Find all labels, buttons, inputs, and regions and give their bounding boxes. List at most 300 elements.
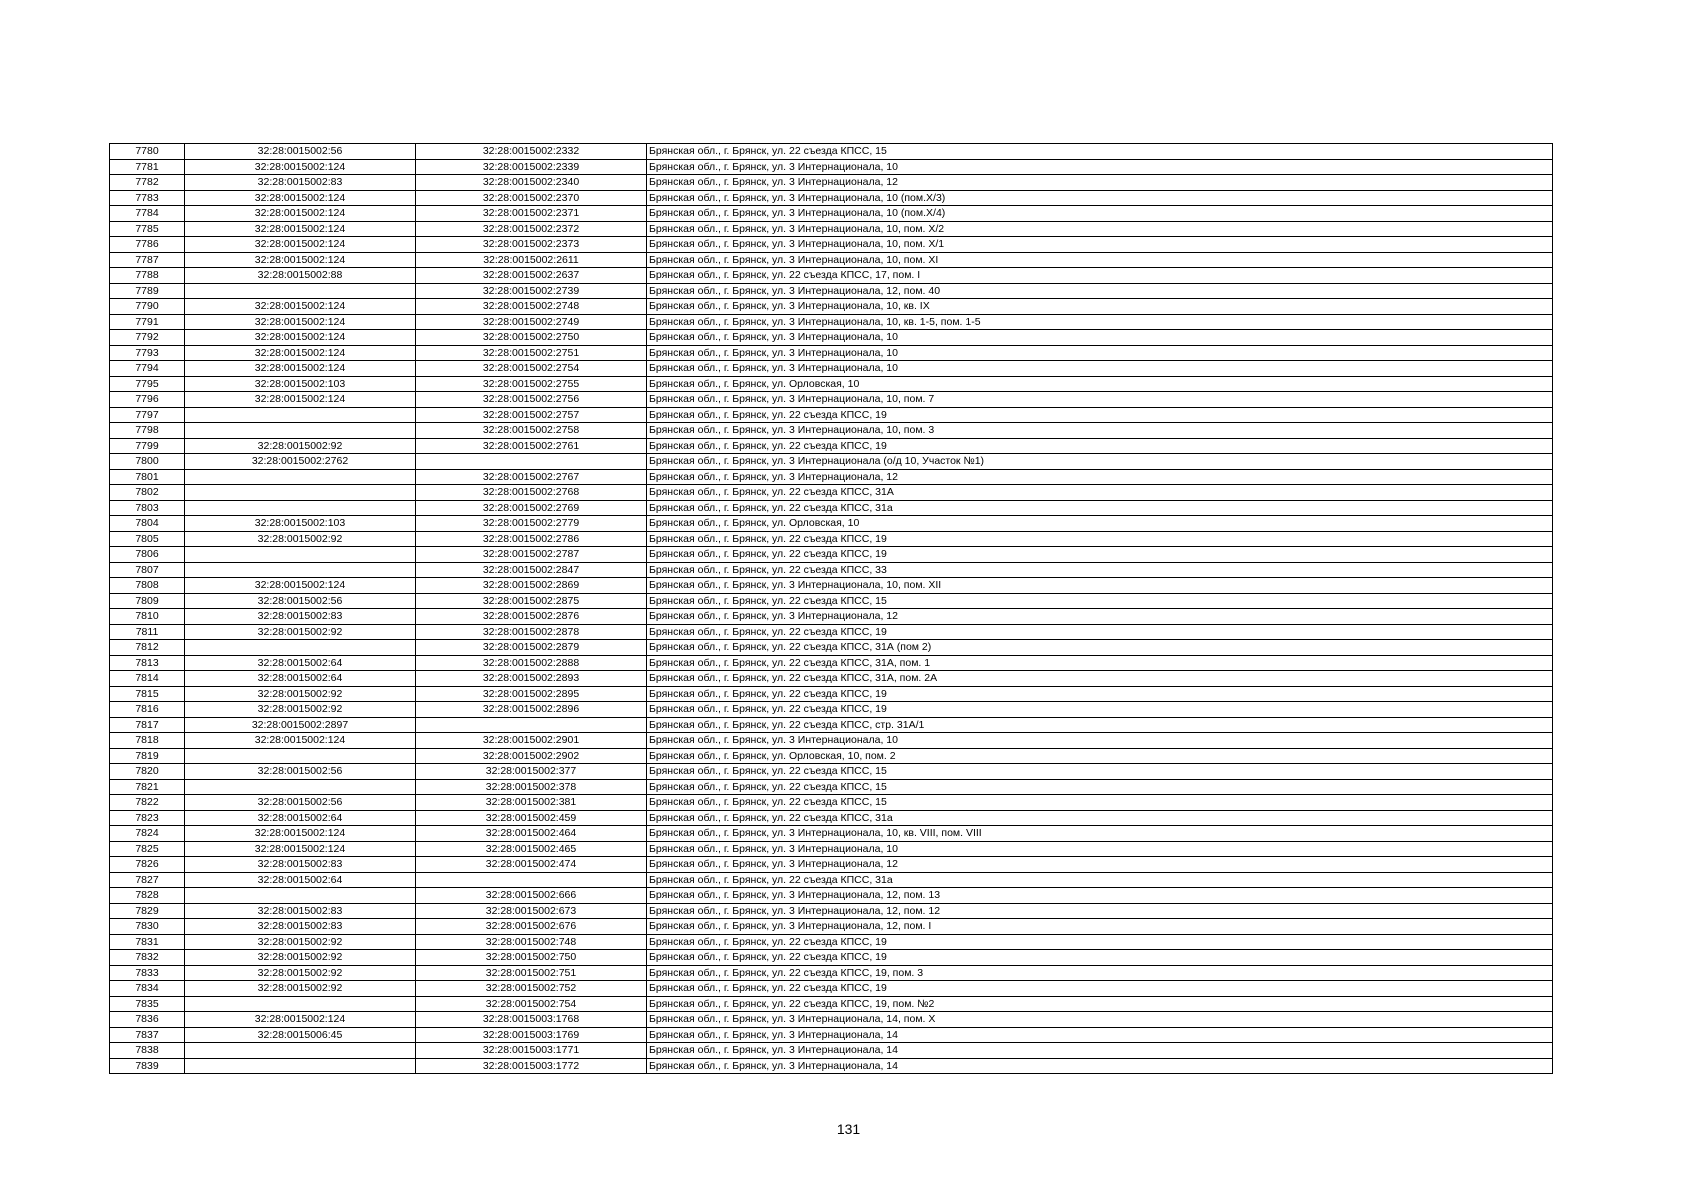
parent-cadastral-number-cell: 32:28:0015002:83	[185, 609, 416, 625]
parent-cadastral-number-cell: 32:28:0015002:56	[185, 764, 416, 780]
row-number-cell: 7783	[110, 190, 185, 206]
row-number-cell: 7781	[110, 159, 185, 175]
row-number-cell: 7784	[110, 206, 185, 222]
cadastral-number-cell: 32:28:0015002:676	[416, 919, 647, 935]
row-number-cell: 7823	[110, 810, 185, 826]
address-cell: Брянская обл., г. Брянск, ул. 22 съезда КПСС, 19	[647, 950, 1553, 966]
cadastral-number-cell: 32:28:0015002:2755	[416, 376, 647, 392]
cadastral-number-cell: 32:28:0015002:2879	[416, 640, 647, 656]
parent-cadastral-number-cell	[185, 423, 416, 439]
address-cell: Брянская обл., г. Брянск, ул. 22 съезда КПСС, 19	[647, 547, 1553, 563]
row-number-cell: 7837	[110, 1027, 185, 1043]
row-number-cell: 7839	[110, 1058, 185, 1074]
address-cell: Брянская обл., г. Брянск, ул. 3 Интернационала, 14	[647, 1043, 1553, 1059]
cadastral-number-cell: 32:28:0015002:378	[416, 779, 647, 795]
table-row	[110, 423, 1553, 439]
row-number-cell: 7808	[110, 578, 185, 594]
cadastral-number-cell: 32:28:0015002:2637	[416, 268, 647, 284]
row-number-cell: 7815	[110, 686, 185, 702]
cadastral-number-cell: 32:28:0015002:2757	[416, 407, 647, 423]
table-row	[110, 562, 1553, 578]
parent-cadastral-number-cell: 32:28:0015002:124	[185, 1012, 416, 1028]
row-number-cell: 7832	[110, 950, 185, 966]
cadastral-number-cell: 32:28:0015002:2869	[416, 578, 647, 594]
cadastral-number-cell: 32:28:0015002:2902	[416, 748, 647, 764]
address-cell: Брянская обл., г. Брянск, ул. 22 съезда КПСС, 17, пом. I	[647, 268, 1553, 284]
cadastral-number-cell: 32:28:0015002:2768	[416, 485, 647, 501]
parent-cadastral-number-cell: 32:28:0015002:124	[185, 190, 416, 206]
cadastral-number-cell: 32:28:0015002:2750	[416, 330, 647, 346]
cadastral-number-cell: 32:28:0015002:465	[416, 841, 647, 857]
address-cell: Брянская обл., г. Брянск, ул. 22 съезда КПСС, 15	[647, 764, 1553, 780]
cadastral-number-cell: 32:28:0015002:2896	[416, 702, 647, 718]
parent-cadastral-number-cell	[185, 562, 416, 578]
address-cell: Брянская обл., г. Брянск, ул. 22 съезда КПСС, 19	[647, 934, 1553, 950]
cadastral-number-cell: 32:28:0015002:2370	[416, 190, 647, 206]
address-cell: Брянская обл., г. Брянск, ул. 3 Интернационала, 10, кв. VIII, пом. VIII	[647, 826, 1553, 842]
parent-cadastral-number-cell: 32:28:0015002:92	[185, 981, 416, 997]
address-cell: Брянская обл., г. Брянск, ул. Орловская, 10, пом. 2	[647, 748, 1553, 764]
table-row	[110, 779, 1553, 795]
address-cell: Брянская обл., г. Брянск, ул. 22 съезда КПСС, 19	[647, 702, 1553, 718]
table-row	[110, 717, 1553, 733]
table-row	[110, 252, 1553, 268]
cadastral-number-cell: 32:28:0015002:2878	[416, 624, 647, 640]
table-row	[110, 934, 1553, 950]
cadastral-number-cell: 32:28:0015002:381	[416, 795, 647, 811]
cadastral-number-cell: 32:28:0015002:673	[416, 903, 647, 919]
cadastral-number-cell: 32:28:0015002:474	[416, 857, 647, 873]
address-cell: Брянская обл., г. Брянск, ул. 22 съезда КПСС, 31А (пом 2)	[647, 640, 1553, 656]
cadastral-number-cell: 32:28:0015002:2767	[416, 469, 647, 485]
row-number-cell: 7834	[110, 981, 185, 997]
parent-cadastral-number-cell: 32:28:0015002:83	[185, 175, 416, 191]
address-cell: Брянская обл., г. Брянск, ул. 3 Интернационала, 10 (пом.X/4)	[647, 206, 1553, 222]
cadastral-number-cell	[416, 872, 647, 888]
parent-cadastral-number-cell: 32:28:0015002:103	[185, 376, 416, 392]
cadastral-number-cell: 32:28:0015002:2769	[416, 500, 647, 516]
address-cell: Брянская обл., г. Брянск, ул. 3 Интернационала, 12	[647, 857, 1553, 873]
cadastral-number-cell: 32:28:0015002:2372	[416, 221, 647, 237]
row-number-cell: 7810	[110, 609, 185, 625]
address-cell: Брянская обл., г. Брянск, ул. 3 Интернационала, 10	[647, 733, 1553, 749]
table-row	[110, 454, 1553, 470]
table-row	[110, 640, 1553, 656]
address-cell: Брянская обл., г. Брянск, ул. 3 Интернационала, 14	[647, 1058, 1553, 1074]
row-number-cell: 7809	[110, 593, 185, 609]
cadastral-number-cell: 32:28:0015002:2339	[416, 159, 647, 175]
table-row	[110, 903, 1553, 919]
address-cell: Брянская обл., г. Брянск, ул. 22 съезда КПСС, 15	[647, 593, 1553, 609]
parent-cadastral-number-cell: 32:28:0015002:56	[185, 144, 416, 160]
parent-cadastral-number-cell	[185, 779, 416, 795]
table-row	[110, 841, 1553, 857]
table-row	[110, 392, 1553, 408]
address-cell: Брянская обл., г. Брянск, ул. 3 Интернационала, 10 (пом.X/3)	[647, 190, 1553, 206]
cadastral-number-cell: 32:28:0015002:377	[416, 764, 647, 780]
parent-cadastral-number-cell	[185, 748, 416, 764]
table-row	[110, 609, 1553, 625]
address-cell: Брянская обл., г. Брянск, ул. 3 Интернационала, 10, кв. IX	[647, 299, 1553, 315]
address-cell: Брянская обл., г. Брянск, ул. 3 Интернационала, 10, пом. 7	[647, 392, 1553, 408]
registry-table-body	[110, 144, 1553, 1074]
parent-cadastral-number-cell: 32:28:0015002:124	[185, 361, 416, 377]
table-row	[110, 1043, 1553, 1059]
cadastral-number-cell: 32:28:0015002:748	[416, 934, 647, 950]
address-cell: Брянская обл., г. Брянск, ул. 3 Интернационала, 10, пом. X/1	[647, 237, 1553, 253]
table-row	[110, 733, 1553, 749]
table-row	[110, 531, 1553, 547]
address-cell: Брянская обл., г. Брянск, ул. 3 Интернационала, 12, пом. 13	[647, 888, 1553, 904]
cadastral-number-cell	[416, 454, 647, 470]
cadastral-number-cell: 32:28:0015002:2754	[416, 361, 647, 377]
address-cell: Брянская обл., г. Брянск, ул. 3 Интернационала, 12, пом. 12	[647, 903, 1553, 919]
table-row	[110, 857, 1553, 873]
row-number-cell: 7830	[110, 919, 185, 935]
parent-cadastral-number-cell: 32:28:0015002:103	[185, 516, 416, 532]
table-row	[110, 376, 1553, 392]
row-number-cell: 7826	[110, 857, 185, 873]
row-number-cell: 7805	[110, 531, 185, 547]
table-row	[110, 919, 1553, 935]
address-cell: Брянская обл., г. Брянск, ул. 3 Интернационала, 14, пом. X	[647, 1012, 1553, 1028]
address-cell: Брянская обл., г. Брянск, ул. 22 съезда КПСС, 19	[647, 981, 1553, 997]
row-number-cell: 7799	[110, 438, 185, 454]
parent-cadastral-number-cell	[185, 1043, 416, 1059]
parent-cadastral-number-cell: 32:28:0015002:92	[185, 686, 416, 702]
row-number-cell: 7802	[110, 485, 185, 501]
cadastral-number-cell: 32:28:0015002:2756	[416, 392, 647, 408]
row-number-cell: 7822	[110, 795, 185, 811]
row-number-cell: 7785	[110, 221, 185, 237]
address-cell: Брянская обл., г. Брянск, ул. 3 Интернационала (о/д 10, Участок №1)	[647, 454, 1553, 470]
table-row	[110, 314, 1553, 330]
parent-cadastral-number-cell: 32:28:0015002:92	[185, 934, 416, 950]
row-number-cell: 7795	[110, 376, 185, 392]
address-cell: Брянская обл., г. Брянск, ул. 3 Интернационала, 10, пом. 3	[647, 423, 1553, 439]
address-cell: Брянская обл., г. Брянск, ул. 22 съезда КПСС, 31а	[647, 500, 1553, 516]
row-number-cell: 7829	[110, 903, 185, 919]
parent-cadastral-number-cell: 32:28:0015002:83	[185, 919, 416, 935]
address-cell: Брянская обл., г. Брянск, ул. 22 съезда КПСС, 31А	[647, 485, 1553, 501]
parent-cadastral-number-cell: 32:28:0015002:124	[185, 221, 416, 237]
parent-cadastral-number-cell	[185, 996, 416, 1012]
table-row	[110, 872, 1553, 888]
table-row	[110, 547, 1553, 563]
row-number-cell: 7818	[110, 733, 185, 749]
table-row	[110, 1012, 1553, 1028]
cadastral-number-cell: 32:28:0015002:2739	[416, 283, 647, 299]
address-cell: Брянская обл., г. Брянск, ул. 3 Интернационала, 10, пом. X/2	[647, 221, 1553, 237]
address-cell: Брянская обл., г. Брянск, ул. 3 Интернационала, 10	[647, 361, 1553, 377]
address-cell: Брянская обл., г. Брянск, ул. 3 Интернационала, 14	[647, 1027, 1553, 1043]
address-cell: Брянская обл., г. Брянск, ул. 22 съезда КПСС, 31А, пом. 1	[647, 655, 1553, 671]
parent-cadastral-number-cell: 32:28:0015002:56	[185, 593, 416, 609]
cadastral-number-cell	[416, 717, 647, 733]
address-cell: Брянская обл., г. Брянск, ул. 3 Интернационала, 10	[647, 330, 1553, 346]
row-number-cell: 7828	[110, 888, 185, 904]
address-cell: Брянская обл., г. Брянск, ул. 22 съезда КПСС, 31а	[647, 810, 1553, 826]
address-cell: Брянская обл., г. Брянск, ул. 22 съезда КПСС, 19	[647, 624, 1553, 640]
row-number-cell: 7790	[110, 299, 185, 315]
parent-cadastral-number-cell: 32:28:0015002:124	[185, 330, 416, 346]
parent-cadastral-number-cell: 32:28:0015002:124	[185, 159, 416, 175]
address-cell: Брянская обл., г. Брянск, ул. 3 Интернационала, 10	[647, 841, 1553, 857]
cadastral-number-cell: 32:28:0015002:754	[416, 996, 647, 1012]
cadastral-number-cell: 32:28:0015002:2340	[416, 175, 647, 191]
parent-cadastral-number-cell	[185, 485, 416, 501]
address-cell: Брянская обл., г. Брянск, ул. 3 Интернационала, 12, пом. 40	[647, 283, 1553, 299]
table-row	[110, 190, 1553, 206]
table-row	[110, 950, 1553, 966]
row-number-cell: 7792	[110, 330, 185, 346]
address-cell: Брянская обл., г. Брянск, ул. 3 Интернационала, 12, пом. I	[647, 919, 1553, 935]
address-cell: Брянская обл., г. Брянск, ул. 22 съезда КПСС, 33	[647, 562, 1553, 578]
table-row	[110, 516, 1553, 532]
table-row	[110, 407, 1553, 423]
cadastral-number-cell: 32:28:0015003:1771	[416, 1043, 647, 1059]
address-cell: Брянская обл., г. Брянск, ул. 22 съезда КПСС, 19	[647, 686, 1553, 702]
cadastral-number-cell: 32:28:0015002:2761	[416, 438, 647, 454]
table-row	[110, 268, 1553, 284]
parent-cadastral-number-cell: 32:28:0015002:83	[185, 903, 416, 919]
table-row	[110, 299, 1553, 315]
address-cell: Брянская обл., г. Брянск, ул. 3 Интернационала, 12	[647, 175, 1553, 191]
table-row	[110, 438, 1553, 454]
address-cell: Брянская обл., г. Брянск, ул. 22 съезда КПСС, 15	[647, 795, 1553, 811]
parent-cadastral-number-cell: 32:28:0015002:92	[185, 965, 416, 981]
address-cell: Брянская обл., г. Брянск, ул. 3 Интернационала, 10, кв. 1-5, пом. 1-5	[647, 314, 1553, 330]
parent-cadastral-number-cell	[185, 407, 416, 423]
table-row	[110, 500, 1553, 516]
table-row	[110, 826, 1553, 842]
parent-cadastral-number-cell: 32:28:0015002:64	[185, 671, 416, 687]
address-cell: Брянская обл., г. Брянск, ул. 22 съезда КПСС, 19, пом. 3	[647, 965, 1553, 981]
parent-cadastral-number-cell: 32:28:0015002:2762	[185, 454, 416, 470]
row-number-cell: 7807	[110, 562, 185, 578]
parent-cadastral-number-cell: 32:28:0015002:64	[185, 655, 416, 671]
table-row	[110, 283, 1553, 299]
table-row	[110, 624, 1553, 640]
table-row	[110, 810, 1553, 826]
row-number-cell: 7821	[110, 779, 185, 795]
cadastral-number-cell: 32:28:0015002:2876	[416, 609, 647, 625]
row-number-cell: 7793	[110, 345, 185, 361]
parent-cadastral-number-cell: 32:28:0015002:92	[185, 531, 416, 547]
row-number-cell: 7800	[110, 454, 185, 470]
row-number-cell: 7780	[110, 144, 185, 160]
cadastral-number-cell: 32:28:0015002:2901	[416, 733, 647, 749]
table-row	[110, 702, 1553, 718]
row-number-cell: 7797	[110, 407, 185, 423]
row-number-cell: 7806	[110, 547, 185, 563]
cadastral-number-cell: 32:28:0015003:1768	[416, 1012, 647, 1028]
address-cell: Брянская обл., г. Брянск, ул. 22 съезда КПСС, 19, пом. №2	[647, 996, 1553, 1012]
table-row	[110, 237, 1553, 253]
parent-cadastral-number-cell: 32:28:0015002:124	[185, 252, 416, 268]
cadastral-number-cell: 32:28:0015002:2749	[416, 314, 647, 330]
parent-cadastral-number-cell	[185, 888, 416, 904]
page-number: 131	[836, 1121, 861, 1137]
row-number-cell: 7836	[110, 1012, 185, 1028]
cadastral-number-cell: 32:28:0015002:2893	[416, 671, 647, 687]
row-number-cell: 7786	[110, 237, 185, 253]
table-row	[110, 221, 1553, 237]
parent-cadastral-number-cell: 32:28:0015002:88	[185, 268, 416, 284]
row-number-cell: 7835	[110, 996, 185, 1012]
row-number-cell: 7801	[110, 469, 185, 485]
row-number-cell: 7798	[110, 423, 185, 439]
cadastral-number-cell: 32:28:0015002:2373	[416, 237, 647, 253]
table-row	[110, 888, 1553, 904]
cadastral-number-cell: 32:28:0015002:2786	[416, 531, 647, 547]
parent-cadastral-number-cell	[185, 283, 416, 299]
table-row	[110, 361, 1553, 377]
table-row	[110, 159, 1553, 175]
parent-cadastral-number-cell: 32:28:0015002:64	[185, 810, 416, 826]
cadastral-number-cell: 32:28:0015002:2875	[416, 593, 647, 609]
cadastral-number-cell: 32:28:0015002:2371	[416, 206, 647, 222]
cadastral-number-cell: 32:28:0015002:2611	[416, 252, 647, 268]
table-row	[110, 996, 1553, 1012]
address-cell: Брянская обл., г. Брянск, ул. 3 Интернационала, 10, пом. XI	[647, 252, 1553, 268]
address-cell: Брянская обл., г. Брянск, ул. 22 съезда КПСС, 19	[647, 438, 1553, 454]
parent-cadastral-number-cell: 32:28:0015002:92	[185, 702, 416, 718]
parent-cadastral-number-cell: 32:28:0015002:124	[185, 299, 416, 315]
parent-cadastral-number-cell: 32:28:0015002:124	[185, 392, 416, 408]
address-cell: Брянская обл., г. Брянск, ул. 3 Интернационала, 10	[647, 345, 1553, 361]
row-number-cell: 7804	[110, 516, 185, 532]
cadastral-number-cell: 32:28:0015002:2758	[416, 423, 647, 439]
cadastral-number-cell: 32:28:0015002:2895	[416, 686, 647, 702]
parent-cadastral-number-cell: 32:28:0015002:124	[185, 237, 416, 253]
parent-cadastral-number-cell	[185, 469, 416, 485]
row-number-cell: 7819	[110, 748, 185, 764]
table-row	[110, 655, 1553, 671]
row-number-cell: 7803	[110, 500, 185, 516]
address-cell: Брянская обл., г. Брянск, ул. 22 съезда КПСС, 15	[647, 144, 1553, 160]
row-number-cell: 7838	[110, 1043, 185, 1059]
table-row	[110, 981, 1553, 997]
row-number-cell: 7817	[110, 717, 185, 733]
parent-cadastral-number-cell: 32:28:0015006:45	[185, 1027, 416, 1043]
parent-cadastral-number-cell: 32:28:0015002:2897	[185, 717, 416, 733]
parent-cadastral-number-cell: 32:28:0015002:92	[185, 438, 416, 454]
cadastral-number-cell: 32:28:0015002:2847	[416, 562, 647, 578]
table-row	[110, 764, 1553, 780]
parent-cadastral-number-cell: 32:28:0015002:124	[185, 733, 416, 749]
table-row	[110, 469, 1553, 485]
cadastral-number-cell: 32:28:0015002:2787	[416, 547, 647, 563]
row-number-cell: 7788	[110, 268, 185, 284]
row-number-cell: 7824	[110, 826, 185, 842]
cadastral-number-cell: 32:28:0015002:2751	[416, 345, 647, 361]
table-row	[110, 686, 1553, 702]
cadastral-number-cell: 32:28:0015003:1769	[416, 1027, 647, 1043]
row-number-cell: 7831	[110, 934, 185, 950]
row-number-cell: 7794	[110, 361, 185, 377]
cadastral-number-cell: 32:28:0015002:750	[416, 950, 647, 966]
row-number-cell: 7827	[110, 872, 185, 888]
row-number-cell: 7833	[110, 965, 185, 981]
address-cell: Брянская обл., г. Брянск, ул. 22 съезда КПСС, 15	[647, 779, 1553, 795]
parent-cadastral-number-cell: 32:28:0015002:124	[185, 206, 416, 222]
row-number-cell: 7813	[110, 655, 185, 671]
cadastral-number-cell: 32:28:0015002:2888	[416, 655, 647, 671]
table-row	[110, 748, 1553, 764]
row-number-cell: 7789	[110, 283, 185, 299]
address-cell: Брянская обл., г. Брянск, ул. 22 съезда КПСС, 31А, пом. 2А	[647, 671, 1553, 687]
parent-cadastral-number-cell: 32:28:0015002:92	[185, 950, 416, 966]
row-number-cell: 7791	[110, 314, 185, 330]
address-cell: Брянская обл., г. Брянск, ул. 22 съезда КПСС, 31а	[647, 872, 1553, 888]
cadastral-number-cell: 32:28:0015002:459	[416, 810, 647, 826]
address-cell: Брянская обл., г. Брянск, ул. Орловская, 10	[647, 376, 1553, 392]
table-row	[110, 671, 1553, 687]
table-row	[110, 144, 1553, 160]
parent-cadastral-number-cell	[185, 547, 416, 563]
table-row	[110, 345, 1553, 361]
parent-cadastral-number-cell: 32:28:0015002:124	[185, 841, 416, 857]
parent-cadastral-number-cell: 32:28:0015002:64	[185, 872, 416, 888]
parent-cadastral-number-cell: 32:28:0015002:124	[185, 314, 416, 330]
property-registry-table	[109, 143, 1553, 1074]
row-number-cell: 7796	[110, 392, 185, 408]
table-row	[110, 1058, 1553, 1074]
address-cell: Брянская обл., г. Брянск, ул. 3 Интернационала, 10, пом. XII	[647, 578, 1553, 594]
cadastral-number-cell: 32:28:0015002:464	[416, 826, 647, 842]
cadastral-number-cell: 32:28:0015002:2779	[416, 516, 647, 532]
cadastral-number-cell: 32:28:0015002:2332	[416, 144, 647, 160]
row-number-cell: 7812	[110, 640, 185, 656]
table-row	[110, 578, 1553, 594]
cadastral-number-cell: 32:28:0015002:752	[416, 981, 647, 997]
address-cell: Брянская обл., г. Брянск, ул. 3 Интернационала, 10	[647, 159, 1553, 175]
parent-cadastral-number-cell: 32:28:0015002:124	[185, 578, 416, 594]
row-number-cell: 7814	[110, 671, 185, 687]
address-cell: Брянская обл., г. Брянск, ул. 3 Интернационала, 12	[647, 469, 1553, 485]
table-row	[110, 206, 1553, 222]
address-cell: Брянская обл., г. Брянск, ул. 22 съезда КПСС, 19	[647, 531, 1553, 547]
table-row	[110, 485, 1553, 501]
parent-cadastral-number-cell	[185, 640, 416, 656]
row-number-cell: 7816	[110, 702, 185, 718]
parent-cadastral-number-cell: 32:28:0015002:124	[185, 345, 416, 361]
table-row	[110, 795, 1553, 811]
table-row	[110, 965, 1553, 981]
row-number-cell: 7782	[110, 175, 185, 191]
parent-cadastral-number-cell: 32:28:0015002:92	[185, 624, 416, 640]
parent-cadastral-number-cell	[185, 500, 416, 516]
table-row	[110, 1027, 1553, 1043]
address-cell: Брянская обл., г. Брянск, ул. 22 съезда КПСС, стр. 31А/1	[647, 717, 1553, 733]
table-row	[110, 175, 1553, 191]
parent-cadastral-number-cell: 32:28:0015002:124	[185, 826, 416, 842]
parent-cadastral-number-cell	[185, 1058, 416, 1074]
address-cell: Брянская обл., г. Брянск, ул. 3 Интернационала, 12	[647, 609, 1553, 625]
cadastral-number-cell: 32:28:0015002:666	[416, 888, 647, 904]
table-row	[110, 593, 1553, 609]
cadastral-number-cell: 32:28:0015002:751	[416, 965, 647, 981]
row-number-cell: 7820	[110, 764, 185, 780]
address-cell: Брянская обл., г. Брянск, ул. Орловская, 10	[647, 516, 1553, 532]
cadastral-number-cell: 32:28:0015003:1772	[416, 1058, 647, 1074]
table-row	[110, 330, 1553, 346]
parent-cadastral-number-cell: 32:28:0015002:56	[185, 795, 416, 811]
row-number-cell: 7811	[110, 624, 185, 640]
address-cell: Брянская обл., г. Брянск, ул. 22 съезда КПСС, 19	[647, 407, 1553, 423]
parent-cadastral-number-cell: 32:28:0015002:83	[185, 857, 416, 873]
